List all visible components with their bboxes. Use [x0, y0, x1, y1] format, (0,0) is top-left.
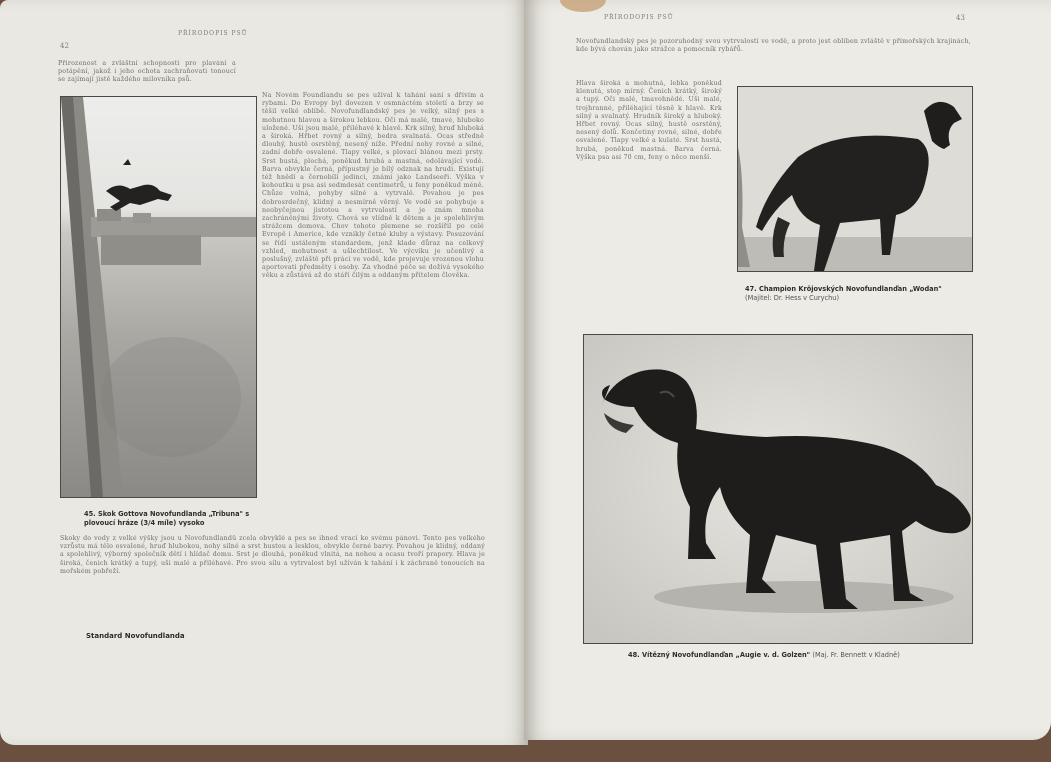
dog-jump-photo: [60, 96, 257, 498]
right-top-text: Novofundlandský pes je pozoruhodný svou vytrvalostí ve vodě, a proto jest oblíben zvláště v přímořských krajinách, kde bývá chován jako strážce a pomocník rybářů.: [576, 38, 971, 54]
augie-figure-caption: [628, 651, 958, 660]
right-running-head: PŘÍRODOPIS PSŮ: [604, 14, 674, 21]
augie-dog-photo: [583, 334, 973, 644]
augie-dog-illustration: [584, 335, 972, 643]
augie-caption-text: 48. Vítězný Novofundlanďan „Augie v. d. Golzen": [628, 651, 811, 659]
left-page: [0, 0, 528, 745]
left-top-text: Přirozenost a zvláštní schopnosti pro plavání a potápění, jakož i jeho ochota zachraňovati tonoucí se zajímají jistě každého milovníka psů.: [58, 60, 236, 84]
augie-caption-credit: (Maj. Fr. Bennett v Kladně): [812, 651, 900, 659]
wodan-caption-text: 47. Champion Kröjovských Novofundlanďan „Wodan": [745, 285, 942, 293]
left-figure-caption: 45. Skok Gottova Novofundlanda „Tribuna" s plovoucí hráze (3/4 míle) vysoko: [84, 510, 250, 527]
right-folio: 43: [956, 14, 965, 22]
dog-jump-illustration: [61, 97, 256, 497]
left-running-head: PŘÍRODOPIS PSŮ: [178, 30, 248, 37]
right-page: [524, 0, 1051, 740]
wodan-figure-caption: [745, 285, 965, 303]
wodan-dog-photo: [737, 86, 973, 272]
wodan-dog-illustration: [738, 87, 972, 271]
left-column-right: Na Novém Foundlandu se pes užíval k tahání saní s dřívím a rybami. Do Evropy byl dovezen v osmnáctém století a brzy se těšil velké oblibě. Novofundlandský pes je velký, silný pes s mohutnou hlavou a širokou lebkou. Oči má malé, tmavé, hluboko uložené. Uši jsou malé, přiléhavé k hlavě. Krk silný, hruď hluboká a široká. Hřbet rovný a silný, bedra svalnatá. Ocas středně dlouhý, hustě osrstěný, nesený níže. Přední nohy rovné a silné, zadní dobře osvalené. Tlapy velké, s plovací blánou mezi prsty. Srst hustá, plochá, poněkud hrubá a mastná, odolávající vodě. Barva obvykle černá, přípustný je bílý odznak na hrudi. Existují též hnědí a černobílí jedinci, známí jako Landseeři. Výška v kohoutku u psa asi sedmdesát centimetrů, u feny poněkud méně. Chůze volná, pohyby silné a vytrvalé. Povahou je pes dobrosrdečný, klidný a nesmírně věrný. Ve vodě se pohybuje s neobyčejnou jistotou a vytrvalostí a je znám mnoha zachráněnými životy. Chová se vlídně k dětem a je spolehlivým strážcem domova. Chov tohoto plemene se rozšířil po celé Evropě i Americe, kde vznikly četné kluby a výstavy. Posuzování se řídí ustáleným standardem, jenž klade důraz na celkový vzhled, mohutnost a ušlechtilost. Ve výcviku je učenlivý a poslušný, zvláště při práci ve vodě, kde projevuje vrozenou vlohu aportovati předměty i osoby. Za vhodné péče se dožívá vysokého věku a zůstává až do stáří čilým a oddaným přítelem člověka.: [262, 92, 484, 280]
left-folio: 42: [60, 42, 69, 50]
right-column-text: Hlava široká a mohutná, lebka poněkud klenutá, stop mírný. Čenich krátký, široký a tupý. Oči malé, tmavohnědé. Uši malé, trojhranné, přiléhající těsně k hlavě. Krk silný a svalnatý. Hrudník široký a hluboký. Hřbet rovný. Ocas silný, hustě osrstěný, nesený dolů. Končetiny rovné, silné, dobře osvalené. Tlapy velké a kulaté. Srst hustá, hrubá, poněkud mastná. Barva černá. Výška psa asi 70 cm, feny o něco menší.: [576, 80, 722, 161]
left-subheading: Standard Novofundlanda: [86, 632, 185, 640]
wodan-caption-credit: (Majitel: Dr. Hess v Curychu): [745, 294, 840, 302]
left-bottom-text: Skoky do vody z velké výšky jsou u Novofundlandů zcela obvyklé a pes se ihned vrací ke svému pánovi. Tento pes velkého vzrůstu má tělo osvalené, hruď hlubokou, nohy silné a srst hustou a lesklou, obvykle černé barvy. Povahou je klidný, oddaný a spolehlivý, výborný společník dětí i hlídač domu. Srst je dlouhá, poněkud vlnitá, na nohou a ocasu tvoří prapory. Hlava je široká, čenich krátký a tupý, uši malé a přiléhavé. Pro svou sílu a vytrvalost byl užíván k tahání i k záchraně tonoucích na mořském pobřeží.: [60, 535, 485, 575]
